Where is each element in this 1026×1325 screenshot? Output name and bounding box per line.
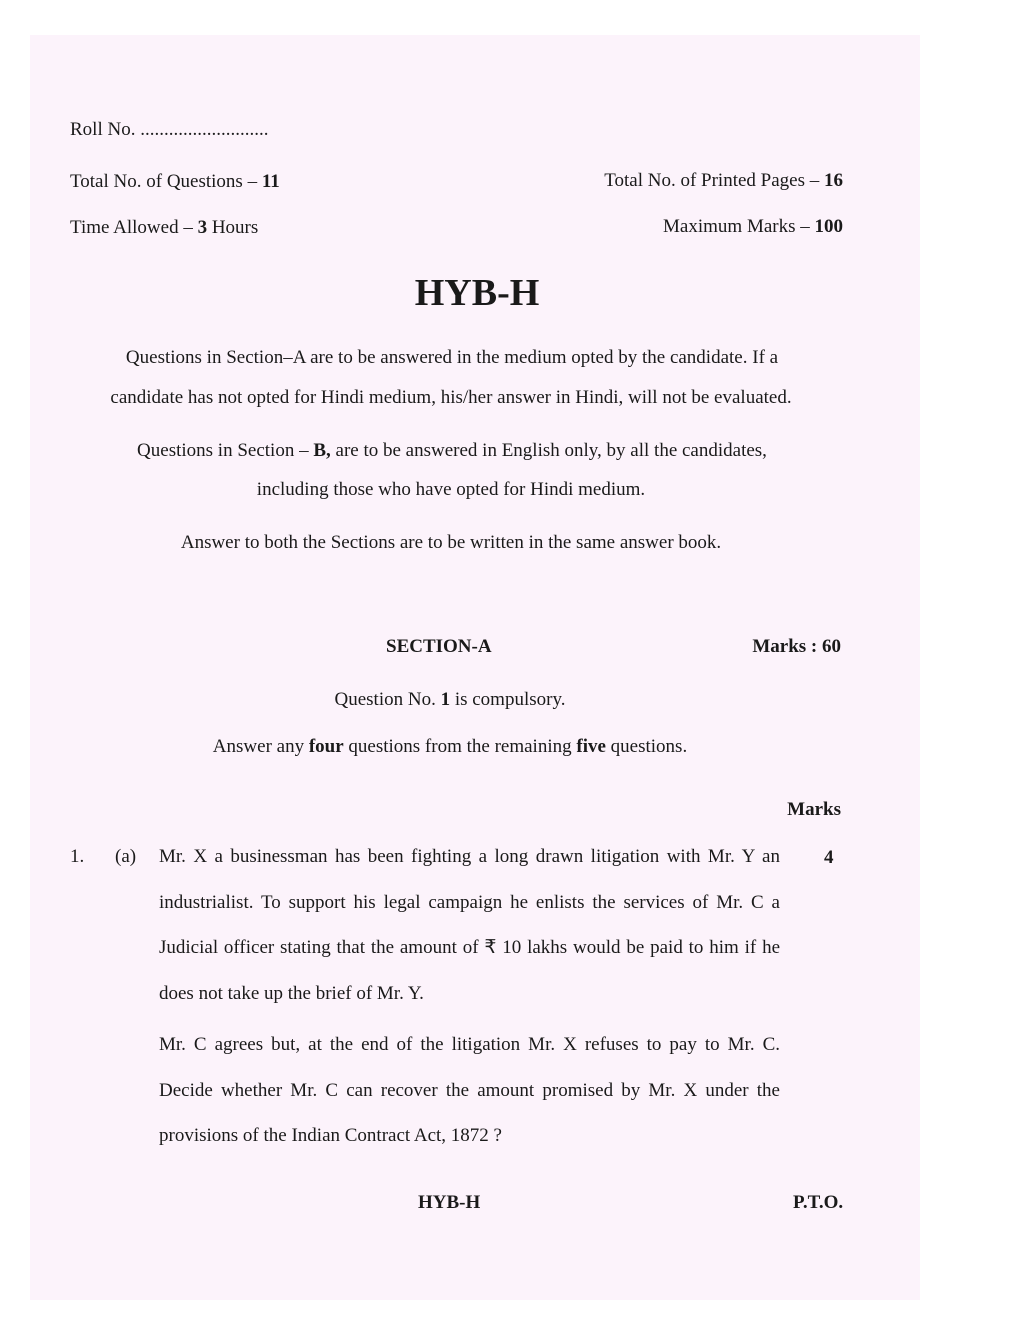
question-paragraph-2: Mr. C agrees but, at the end of the litigation Mr. X refuses to pay to Mr. C. Decide whether Mr. C can recover the amount promised by Mr. X under the provisions of the Indian Contract Act, 1872 ? [159, 1034, 780, 1146]
instruction-line-1: Questions in Section–A are to be answered in the medium opted by the candidate. If a [125, 347, 779, 368]
time-label: Time Allowed – [70, 217, 198, 238]
paper-title: HYB-H [414, 272, 540, 314]
max-marks-value: 100 [814, 216, 843, 237]
total-questions [70, 170, 280, 194]
total-questions-label: Total No. of Questions – [70, 171, 262, 192]
question-paragraph-1: Mr. X a businessman has been fighting a long drawn litigation with Mr. Y an industrialist. To support his legal campaign he enlists the services of Mr. C a Judicial officer stating that the amount of ₹ 10 lakhs would be paid to him if he does not take up the brief of Mr. Y. [159, 846, 780, 1004]
section-marks: Marks : 60 [752, 636, 841, 657]
question-marks: 4 [824, 847, 834, 868]
question-part: (a) [115, 846, 137, 867]
time-value: 3 [197, 217, 208, 238]
answer-any-note [0, 735, 963, 759]
printed-pages [604, 169, 843, 193]
compulsory-note [0, 688, 963, 712]
any-d: five [576, 736, 606, 757]
any-c: questions from the remaining [343, 736, 577, 757]
time-unit: Hours [207, 217, 259, 238]
compulsory-b: 1 [440, 689, 451, 710]
printed-pages-label: Total No. of Printed Pages – [604, 170, 824, 191]
printed-pages-value: 16 [824, 170, 843, 191]
instruction-3c: are to be answered in English only, by all the candidates, [330, 440, 767, 461]
compulsory-a: Question No. [334, 689, 441, 710]
footer-code: HYB-H [418, 1192, 481, 1213]
roll-no: Roll No. ........................... [70, 119, 269, 140]
total-questions-value: 11 [261, 171, 280, 192]
instruction-3a: Questions in Section – [137, 440, 314, 461]
max-marks [663, 215, 843, 239]
instruction-line-2: candidate has not opted for Hindi medium, his/her answer in Hindi, will not be evaluated. [110, 387, 792, 408]
any-b: four [308, 736, 344, 757]
compulsory-c: is compulsory. [450, 689, 566, 710]
footer-pto: P.T.O. [793, 1192, 844, 1213]
time-allowed [70, 216, 258, 240]
marks-column-header: Marks [787, 799, 841, 820]
section-title: SECTION-A [386, 636, 492, 657]
max-marks-label: Maximum Marks – [663, 216, 815, 237]
question-number: 1. [70, 846, 85, 867]
any-a: Answer any [212, 736, 309, 757]
any-e: questions. [605, 736, 688, 757]
instruction-line-5: Answer to both the Sections are to be written in the same answer book. [180, 532, 722, 553]
instruction-line-4: including those who have opted for Hindi medium. [256, 479, 646, 500]
instruction-line-3 [0, 439, 965, 463]
instruction-3b: B, [313, 440, 331, 461]
